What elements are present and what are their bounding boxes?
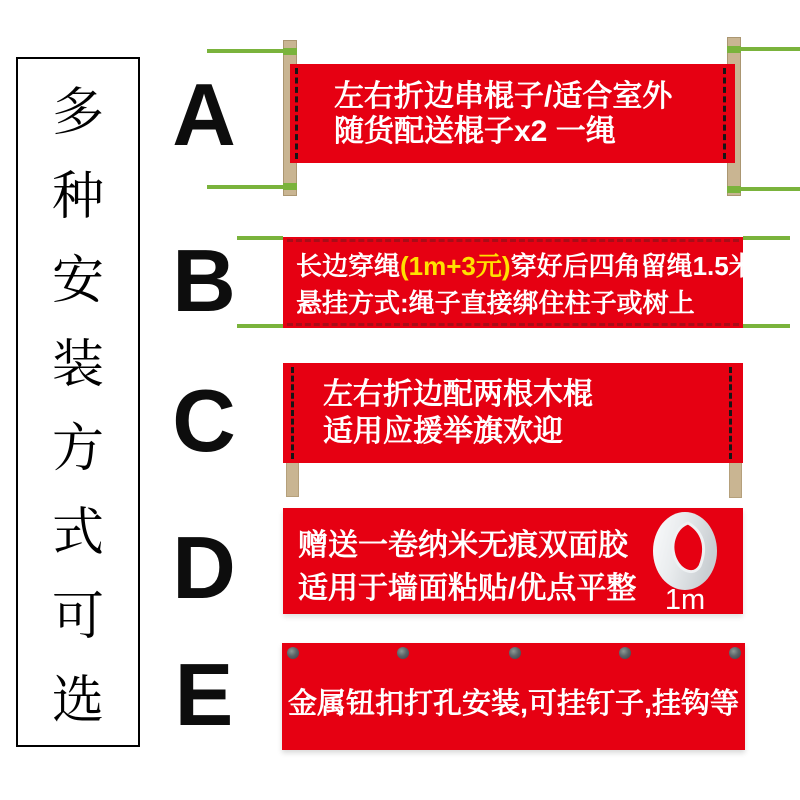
rope-line <box>237 236 283 240</box>
rope-knot <box>727 186 741 193</box>
banner-b-line1-post: 穿好后四角留绳1.5米 <box>510 250 755 281</box>
rope-knot <box>283 48 297 55</box>
vertical-title-text: 多种安装方式可选 <box>51 84 104 730</box>
banner-a-line1: 左右折边串棍子/适合室外 <box>334 79 673 113</box>
rope-knot <box>283 183 297 190</box>
grommet-icon <box>729 647 741 659</box>
banner-b-line1 <box>296 248 755 285</box>
banner-option-a <box>290 64 735 163</box>
rope-line <box>207 49 285 53</box>
tape-roll-icon <box>650 510 720 594</box>
stitch-line <box>723 68 726 159</box>
option-c-label: C <box>172 371 236 470</box>
banner-b-price-highlight: (1m+3元) <box>400 250 511 281</box>
option-e-label: E <box>174 645 234 744</box>
rope-line <box>207 185 285 189</box>
banner-option-c <box>283 363 743 463</box>
stitch-line <box>287 323 739 326</box>
grommet-icon <box>509 647 521 659</box>
banner-a-line2: 随货配送棍子x2 一绳 <box>334 114 616 148</box>
banner-e-line1: 金属钮扣打孔安装,可挂钉子,挂钩等 <box>287 688 740 720</box>
option-a-label: A <box>172 65 236 164</box>
rope-line <box>237 324 283 328</box>
grommet-icon <box>397 647 409 659</box>
tape-length-label: 1m <box>664 584 706 616</box>
rope-line <box>743 324 790 328</box>
rope-line <box>743 236 790 240</box>
rope-line <box>740 47 800 51</box>
banner-d-line1: 赠送一卷纳米无痕双面胶 <box>298 529 628 562</box>
banner-option-b <box>283 237 755 328</box>
banner-b-line2: 悬挂方式:绳子直接绑住柱子或树上 <box>296 287 695 318</box>
pole-stub <box>729 461 742 498</box>
option-b-label: B <box>172 231 236 330</box>
pole-stub <box>286 461 299 497</box>
rope-line <box>740 187 800 191</box>
stitch-line <box>295 68 298 159</box>
option-d-label: D <box>172 518 236 617</box>
banner-d-line2: 适用于墙面粘贴/优点平整 <box>298 572 637 605</box>
stitch-line <box>729 367 732 459</box>
banner-c-line2: 适用应援举旗欢迎 <box>323 415 563 448</box>
banner-b-line1-pre: 长边穿绳 <box>296 250 401 281</box>
stitch-line <box>291 367 294 459</box>
rope-knot <box>727 46 741 53</box>
grommet-icon <box>619 647 631 659</box>
banner-option-e <box>282 643 745 750</box>
vertical-title-box <box>16 57 140 747</box>
banner-c-line1: 左右折边配两根木棍 <box>323 378 593 411</box>
stitch-line <box>287 239 739 242</box>
grommet-icon <box>287 647 299 659</box>
